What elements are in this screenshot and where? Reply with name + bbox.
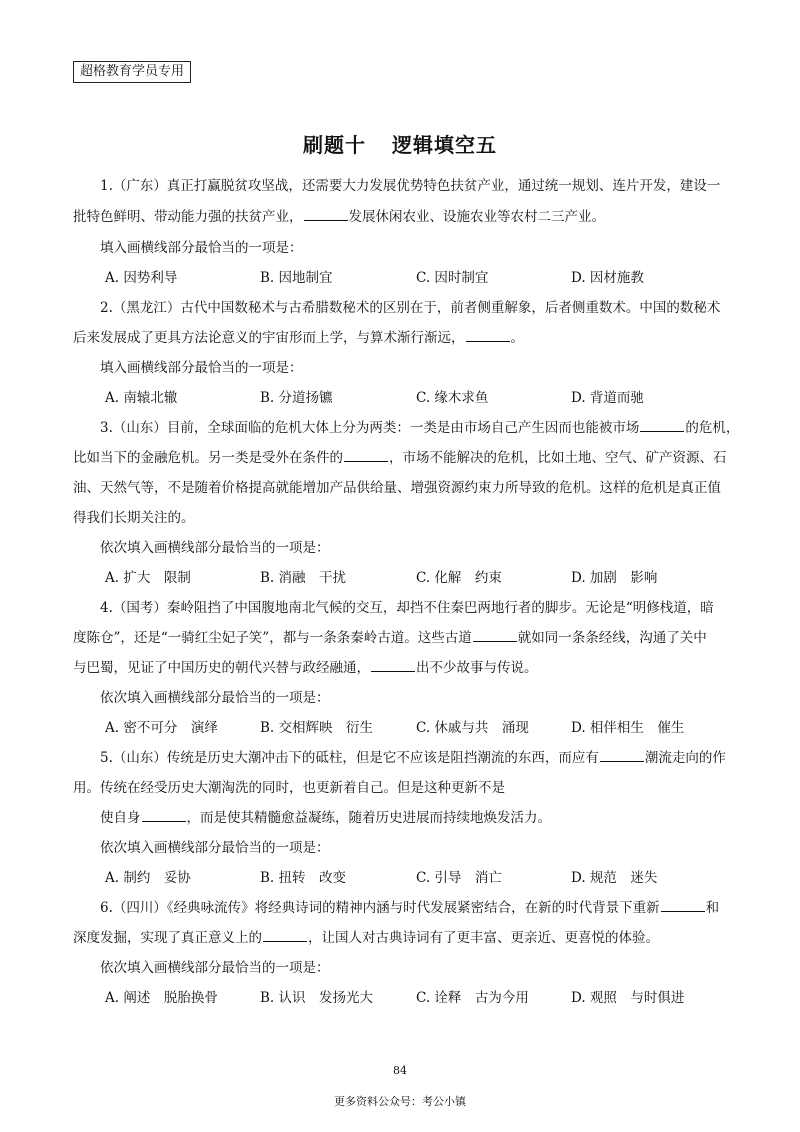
answer-blank xyxy=(640,419,684,432)
answer-blank xyxy=(142,809,186,822)
q5-option-b: B. 扭转 改变 xyxy=(260,870,347,886)
answer-blank xyxy=(263,929,307,942)
q6-line-2: 深度发掘，实现了真正意义上的 ，让国人对古典诗词有了更丰富、更亲近、更喜悦的体验。 xyxy=(73,930,659,946)
q1-option-c: C. 因时制宜 xyxy=(416,270,489,286)
q4-line-3: 与巴蜀，见证了中国历史的朝代兴替与政经融通， 出不少故事与传说。 xyxy=(73,660,538,676)
q5-option-a: A. 制约 妥协 xyxy=(105,870,191,886)
q4-line-2: 度陈仓”，还是“一骑红尘妃子笑”，都与一条条秦岭古道。这些古道 就如同一条条经线，沟通了关中 xyxy=(73,630,707,646)
q4-prompt: 依次填入画横线部分最恰当的一项是： xyxy=(100,690,330,706)
q5-option-d: D. 规范 迷失 xyxy=(571,870,658,886)
q6-option-a: A. 阐述 脱胎换骨 xyxy=(105,990,218,1006)
q1-prompt: 填入画横线部分最恰当的一项是： xyxy=(100,240,303,256)
q2-option-c: C. 缘木求鱼 xyxy=(416,390,489,406)
q6-option-d: D. 观照 与时俱进 xyxy=(571,990,685,1006)
q4-option-b: B. 交相辉映 衍生 xyxy=(260,720,374,736)
q6-option-b: B. 认识 发扬光大 xyxy=(260,990,374,1006)
answer-blank xyxy=(600,749,644,762)
q4-option-c: C. 休戚与共 涌现 xyxy=(416,720,529,736)
q1-option-b: B. 因地制宜 xyxy=(260,270,333,286)
q6-prompt: 依次填入画横线部分最恰当的一项是： xyxy=(100,960,330,976)
answer-blank xyxy=(304,208,348,221)
q5-line-1: 5.（山东）传统是历史大潮冲击下的砥柱，但是它不应该是阻挡潮流的东西，而应有 潮流走向的作 xyxy=(100,750,726,766)
q3-option-b: B. 消融 干扰 xyxy=(260,570,347,586)
q4-line-1: 4.（国考）秦岭阻挡了中国腹地南北气候的交互，却挡不住秦巴两地行者的脚步。无论是“明修栈道，暗 xyxy=(100,600,714,616)
page-number: 84 xyxy=(393,1064,407,1077)
q3-line-2: 比如当下的金融危机。另一类是受外在条件的 ，市场不能解决的危机，比如土地、空气、矿产资源、石 xyxy=(73,450,727,466)
q2-prompt: 填入画横线部分最恰当的一项是： xyxy=(100,360,303,376)
q4-option-d: D. 相伴相生 催生 xyxy=(571,720,685,736)
q1-option-a: A. 因势利导 xyxy=(105,270,178,286)
q2-option-d: D. 背道而驰 xyxy=(571,390,644,406)
q2-option-a: A. 南辕北辙 xyxy=(105,390,178,406)
title-part-b: 逻辑填空五 xyxy=(392,133,497,157)
q5-line-3: 使自身 ，而是使其精髓愈益凝练，随着历史进展而持续地焕发活力。 xyxy=(100,810,551,826)
q5-option-c: C. 引导 消亡 xyxy=(416,870,502,886)
q3-line-3: 油、天然气等，不是随着价格提高就能增加产品供给量、增强资源约束力所导致的危机。这样的危机是真正值 xyxy=(73,480,721,496)
q5-prompt: 依次填入画横线部分最恰当的一项是： xyxy=(100,840,330,856)
q3-option-d: D. 加剧 影响 xyxy=(571,570,658,586)
page-title xyxy=(0,129,800,158)
answer-blank xyxy=(344,449,388,462)
q3-option-c: C. 化解 约束 xyxy=(416,570,502,586)
q5-line-2: 用。传统在经受历史大潮淘洗的同时，也更新着自己。但是这种更新不是 xyxy=(73,780,505,796)
q1-line-2: 批特色鲜明、带动能力强的扶贫产业， 发展休闲农业、设施农业等农村二三产业。 xyxy=(73,209,605,225)
q3-option-a: A. 扩大 限制 xyxy=(105,570,191,586)
answer-blank xyxy=(371,659,415,672)
answer-blank xyxy=(466,329,510,342)
q6-line-1: 6.（四川）《经典咏流传》将经典诗词的精神内涵与时代发展紧密结合，在新的时代背景下重新 和 xyxy=(100,900,720,916)
q2-line-1: 2.（黑龙江）古代中国数秘术与古希腊数秘术的区别在于，前者侧重解象，后者侧重数术。中国的数秘术 xyxy=(100,300,721,316)
q6-option-c: C. 诠释 古为今用 xyxy=(416,990,529,1006)
q2-line-2: 后来发展成了更具方法论意义的宇宙形而上学，与算术渐行渐远， 。 xyxy=(73,330,524,346)
q4-option-a: A. 密不可分 演绎 xyxy=(105,720,218,736)
q1-option-d: D. 因材施教 xyxy=(571,270,644,286)
footer-note: 更多资料公众号：考公小镇 xyxy=(334,1095,466,1108)
answer-blank xyxy=(661,899,705,912)
q1-line-1: 1.（广东）真正打赢脱贫攻坚战，还需要大力发展优势特色扶贫产业，通过统一规划、连片开发，建设一 xyxy=(100,178,721,194)
q3-prompt: 依次填入画横线部分最恰当的一项是： xyxy=(100,540,330,556)
q2-option-b: B. 分道扬镳 xyxy=(260,390,333,406)
title-part-a: 刷题十 xyxy=(303,133,366,157)
answer-blank xyxy=(473,629,517,642)
q3-line-4: 得我们长期关注的。 xyxy=(73,510,195,526)
q3-line-1: 3.（山东）目前，全球面临的危机大体上分为两类：一类是由市场自己产生因而也能被市场 的危机， xyxy=(100,420,740,436)
watermark-stamp: 超格教育学员专用 xyxy=(73,61,191,83)
